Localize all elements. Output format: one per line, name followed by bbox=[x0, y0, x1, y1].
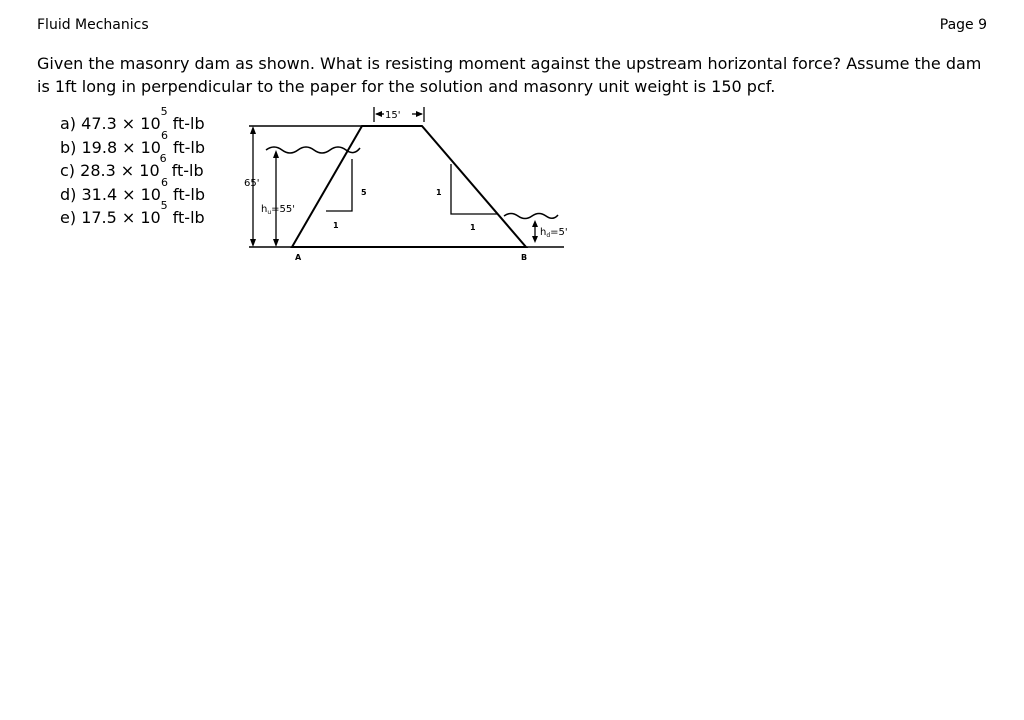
dam-diagram bbox=[236, 102, 580, 264]
page-number: Page 9 bbox=[939, 17, 987, 33]
height-arrow-down bbox=[250, 239, 256, 247]
upstream-arrow-up bbox=[273, 150, 279, 158]
point-a-label: A bbox=[295, 253, 302, 262]
top-width-arrow-left bbox=[375, 111, 382, 117]
point-b-label: B bbox=[521, 253, 528, 262]
option-d[interactable]: d) 31.4 × 10 6 ft-lb bbox=[60, 175, 205, 204]
upstream-depth-label: $h_u=55'$ bbox=[261, 204, 296, 216]
downstream-arrow-up bbox=[532, 220, 538, 227]
top-width-arrow-right bbox=[416, 111, 423, 117]
option-b[interactable]: b) 19.8 × 10 6 ft-lb bbox=[60, 128, 205, 157]
top-width-label: 15' bbox=[385, 110, 401, 121]
right-slope-rise: 1 bbox=[436, 188, 442, 197]
option-c[interactable]: c) 28.3 × 10 6 ft-lb bbox=[60, 152, 204, 180]
height-label: 65' bbox=[244, 178, 260, 189]
left-slope-run: 1 bbox=[333, 221, 339, 230]
subject-header: Fluid Mechanics bbox=[37, 17, 149, 33]
downstream-water-surface bbox=[504, 214, 558, 219]
dam-body bbox=[292, 126, 526, 247]
question-text: Given the masonry dam as shown. What is resisting moment against the upstream horizontal force? Assume the dam is 1ft long in perpendicular to the paper for the solution and masonry unit weight is 150 pcf. bbox=[37, 54, 982, 96]
right-slope-run: 1 bbox=[470, 223, 476, 232]
option-a[interactable]: a) 47.3 × 10 5 ft-lb bbox=[60, 105, 205, 133]
option-e[interactable]: e) 17.5 × 10 5 ft-lb bbox=[60, 199, 205, 227]
upstream-arrow-down bbox=[273, 239, 279, 247]
left-slope-rise: 5 bbox=[361, 188, 367, 197]
height-arrow-up bbox=[250, 126, 256, 134]
downstream-arrow-down bbox=[532, 236, 538, 243]
downstream-depth-label: $h_d=5'$ bbox=[540, 227, 568, 239]
answer-options bbox=[60, 105, 205, 230]
